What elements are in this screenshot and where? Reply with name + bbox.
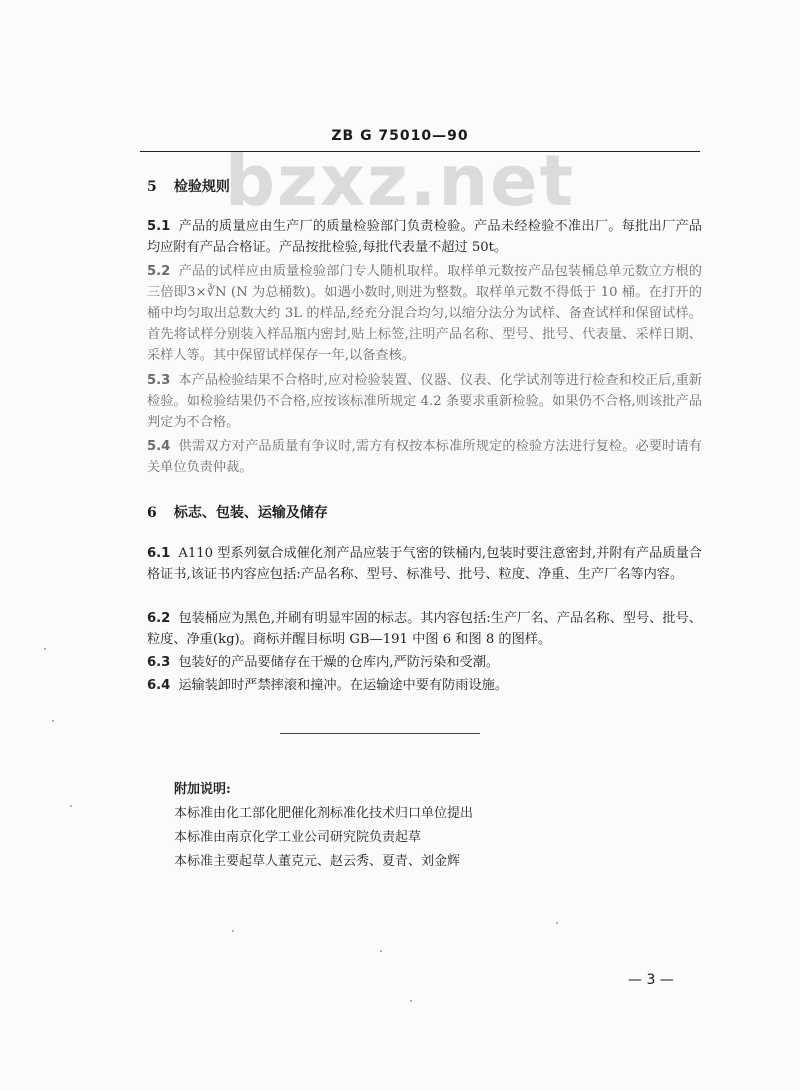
section-6-title <box>147 502 328 522</box>
section-heading: 检验规则 <box>173 179 230 195</box>
scan-speck <box>70 805 72 807</box>
appendix-line: 本标准由化工部化肥催化剂标准化技术归口单位提出 <box>174 806 474 821</box>
scan-speck <box>44 648 46 650</box>
section-heading: 标志、包装、运输及储存 <box>173 505 328 521</box>
page-number: — 3 — <box>628 972 674 988</box>
clause-text: A110 型系列氨合成催化剂产品应装于气密的铁桶内,包装时要注意密封,并附有产品质量合格证书,该证书内容应包括:产品名称、型号、标准号、批号、粒度、净重、生产厂名等内容。 <box>147 546 702 582</box>
clause-number: 6.2 <box>147 611 171 626</box>
appendix-notes <box>174 778 473 874</box>
clause-5-3 <box>147 370 702 433</box>
clause-5-2 <box>147 261 702 366</box>
clause-number: 6.4 <box>147 678 171 693</box>
section-number: 6 <box>147 505 157 521</box>
section-5-title <box>147 176 230 196</box>
clause-text: 包装桶应为黑色,并刷有明显牢固的标志。其内容包括:生产厂名、产品名称、型号、批号、粒度、净重(kg)。商标并醒目标明 GB—191 中图 6 和图 8 的图样。 <box>147 611 702 647</box>
clause-text: 运输装卸时严禁摔滚和撞冲。在运输途中要有防雨设施。 <box>178 678 509 693</box>
scan-speck <box>556 922 558 924</box>
clause-text: 本产品检验结果不合格时,应对检验装置、仪器、仪表、化学试剂等进行检查和校正后,重新检验。如检验结果仍不合格,应按该标准所规定 4.2 条要求重新检验。如果仍不合格,则该批产品判定为不合格。 <box>147 373 702 430</box>
clause-text: 产品的试样应由质量检验部门专人随机取样。取样单元数按产品包装桶总单元数立方根的三倍即3×∛N (N 为总桶数)。如遇小数时,则进为整数。取样单元数不得低于 10 桶。在打开的桶中均匀取出总数大约 3L 的样品,经充分混合均匀,以缩分法分为试样、备查试样和保留试样。首先将试样分别装入样品瓶内密封,贴上标签,注明产品名称、型号、批号、代表量、采样日期、采样人等。其中保留试样保存一年,以备查核。 <box>147 264 702 363</box>
scan-speck <box>380 950 382 952</box>
scan-speck <box>52 720 54 722</box>
clause-6-1 <box>147 543 702 585</box>
clause-text: 包装好的产品要储存在干燥的仓库内,严防污染和受潮。 <box>178 655 500 670</box>
clause-6-2 <box>147 608 702 650</box>
appendix-title: 附加说明: <box>174 782 231 797</box>
header-rule <box>140 151 700 152</box>
standard-code-header: ZB G 75010—90 <box>331 128 469 144</box>
scan-speck <box>410 1000 412 1002</box>
clause-5-4 <box>147 436 702 478</box>
scan-speck <box>232 930 234 932</box>
clause-number: 5.4 <box>147 439 171 454</box>
clause-number: 5.2 <box>147 264 171 279</box>
clause-6-3 <box>147 652 702 673</box>
appendix-line: 本标准主要起草人董克元、赵云秀、夏青、刘金辉 <box>174 854 461 869</box>
clause-number: 5.3 <box>147 373 171 388</box>
clause-number: 6.3 <box>147 655 171 670</box>
section-number: 5 <box>147 179 157 195</box>
watermark: bzxz.net <box>224 140 576 222</box>
clause-text: 供需双方对产品质量有争议时,需方有权按本标准所规定的检验方法进行复检。必要时请有关单位负责仲裁。 <box>147 439 702 475</box>
clause-6-4 <box>147 675 702 696</box>
end-rule <box>280 733 480 734</box>
clause-number: 5.1 <box>147 219 171 234</box>
clause-number: 6.1 <box>147 546 171 561</box>
appendix-line: 本标准由南京化学工业公司研究院负责起草 <box>174 830 422 845</box>
clause-text: 产品的质量应由生产厂的质量检验部门负责检验。产品未经检验不准出厂。每批出厂产品均应附有产品合格证。产品按批检验,每批代表量不超过 50t。 <box>147 219 702 255</box>
clause-5-1 <box>147 216 702 258</box>
